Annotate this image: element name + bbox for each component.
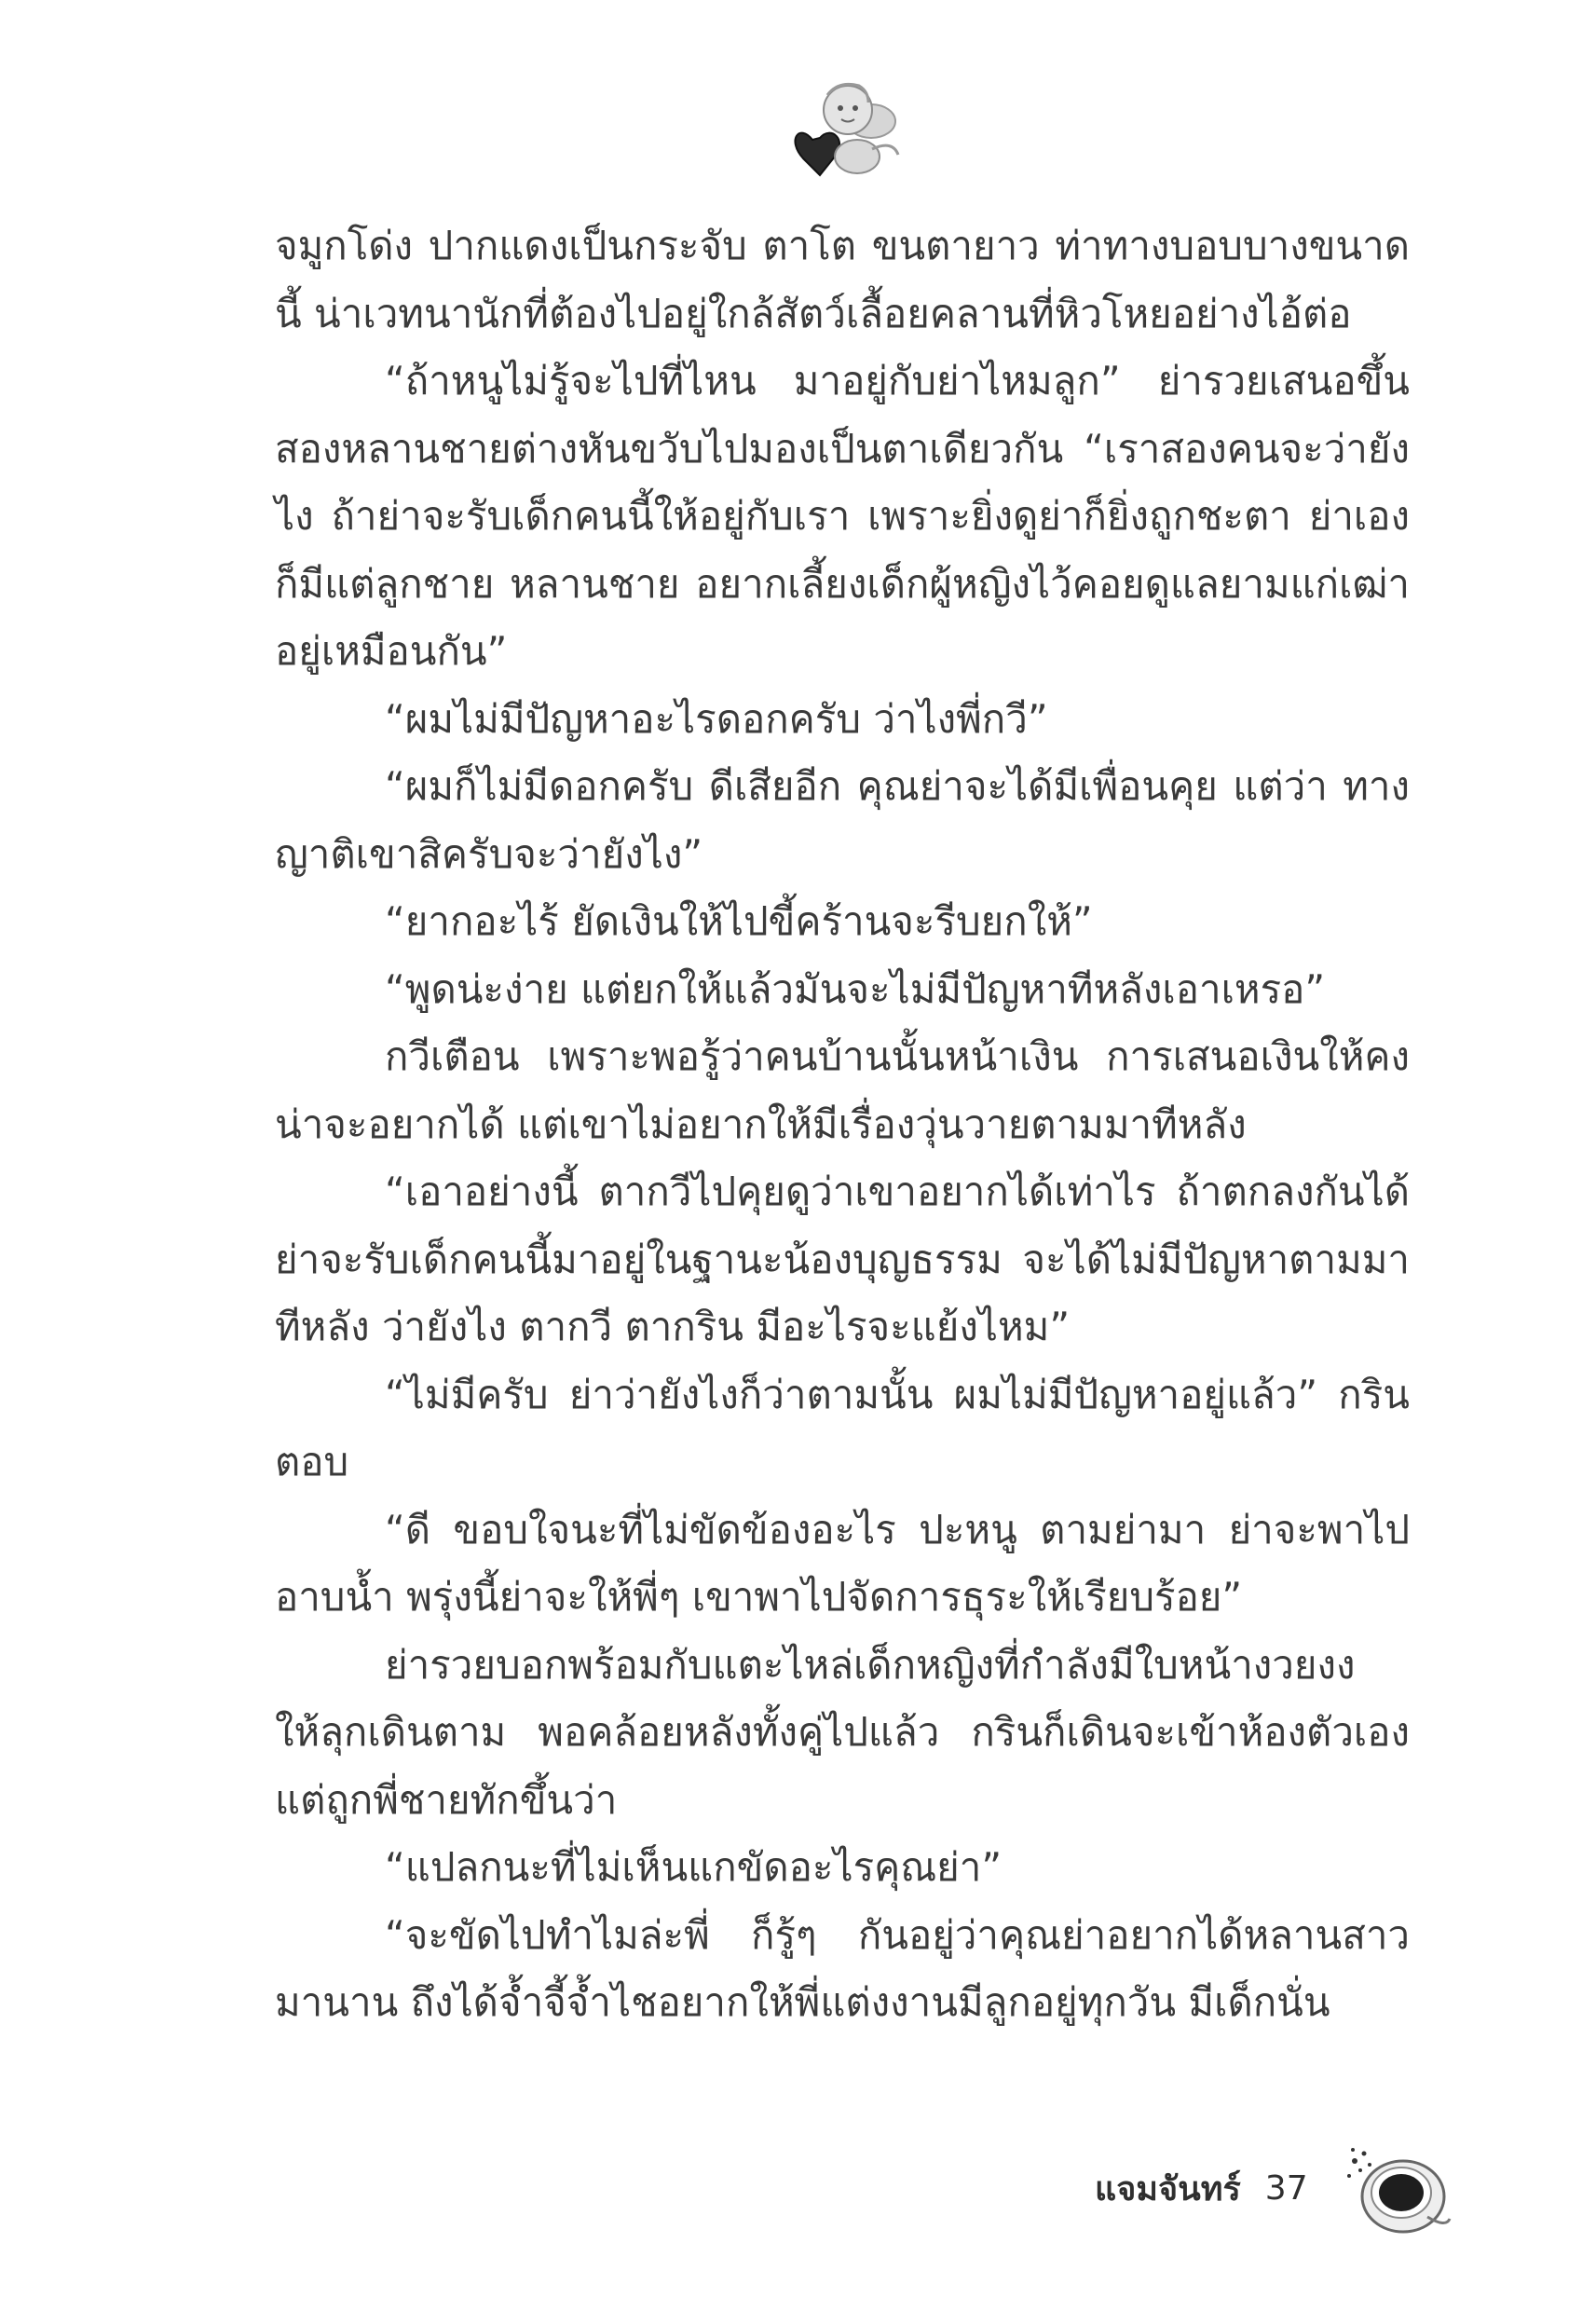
- page-footer: [1095, 2160, 1308, 2216]
- paragraph: ย่ารวยบอกพร้อมกับแตะไหล่เด็กหญิงที่กำลังมีใบหน้างวยงง ให้ลุกเดินตาม พอคล้อยหลังทั้งคู่ไปแล้ว กรินก็เดินจะเข้าห้องตัวเอง แต่ถูกพี่ชายทักขึ้นว่า: [275, 1641, 1410, 1823]
- coffee-cup-icon: [1342, 2139, 1453, 2241]
- paragraph: จมูกโด่ง ปากแดงเป็นกระจับ ตาโต ขนตายาว ท่าทางบอบบางขนาดนี้ น่าเวทนานักที่ต้องไปอยู่ใกล้สัตว์เลื้อยคลานที่หิวโหยอย่างไอ้ต่อ: [275, 223, 1410, 336]
- paragraph: “ผมก็ไม่มีดอกครับ ดีเสียอีก คุณย่าจะได้มีเพื่อนคุย แต่ว่า ทางญาติเขาสิครับจะว่ายังไง”: [275, 763, 1410, 877]
- paragraph: “เอาอย่างนี้ ตากวีไปคุยดูว่าเขาอยากได้เท่าไร ถ้าตกลงกันได้ ย่าจะรับเด็กคนนี้มาอยู่ในฐานะน้องบุญธรรม จะได้ไม่มีปัญหาตามมา ทีหลัง ว่ายังไง ตากวี ตากริน มีอะไรจะแย้งไหม”: [275, 1169, 1410, 1349]
- paragraph: “ถ้าหนูไม่รู้จะไปที่ไหน มาอยู่กับย่าไหมลูก” ย่ารวยเสนอขึ้น สองหลานชายต่างหันขวับไปมองเป็นตาเดียวกัน “เราสองคนจะว่ายังไง ถ้าย่าจะรับเด็กคนนี้ให้อยู่กับเรา เพราะยิ่งดูย่าก็ยิ่งถูกชะตา ย่าเอง ก็มีแต่ลูกชาย หลานชาย อยากเลี้ยงเด็กผู้หญิงไว้คอยดูแลยามแก่เฒ่า อยู่เหมือนกัน”: [275, 358, 1410, 674]
- paragraph: “ผมไม่มีปัญหาอะไรดอกครับ ว่าไงพี่กวี”: [385, 695, 1048, 742]
- cherub-heart-icon: [783, 75, 904, 182]
- body-text: [275, 212, 1410, 2037]
- paragraph: กวีเตือน เพราะพอรู้ว่าคนบ้านนั้นหน้าเงิน การเสนอเงินให้คง น่าจะอยากได้ แต่เขาไม่อยากให้มีเรื่องวุ่นวายตามมาทีหลัง: [275, 1033, 1410, 1147]
- book-title: แจมจันทร์: [1095, 2169, 1241, 2208]
- paragraph: “แปลกนะที่ไม่เห็นแกขัดอะไรคุณย่า”: [385, 1844, 1003, 1890]
- page-number: 37: [1264, 2168, 1308, 2208]
- paragraph: “พูดน่ะง่าย แต่ยกให้แล้วมันจะไม่มีปัญหาทีหลังเอาเหรอ”: [385, 965, 1326, 1012]
- paragraph: “ดี ขอบใจนะที่ไม่ขัดข้องอะไร ปะหนู ตามย่ามา ย่าจะพาไป อาบน้ำ พรุ่งนี้ย่าจะให้พี่ๆ เขาพาไปจัดการธุระให้เรียบร้อย”: [275, 1506, 1410, 1620]
- paragraph: “ยากอะไร้ ยัดเงินให้ไปขี้คร้านจะรีบยกให้”: [385, 898, 1093, 944]
- paragraph: “จะขัดไปทำไมล่ะพี่ ก็รู้ๆ กันอยู่ว่าคุณย่าอยากได้หลานสาว มานาน ถึงได้จ้ำจี้จ้ำไชอยากให้พี่แต่งงานมีลูกอยู่ทุกวัน มีเด็กนั่น: [275, 1911, 1410, 2025]
- paragraph: “ไม่มีครับ ย่าว่ายังไงก็ว่าตามนั้น ผมไม่มีปัญหาอยู่แล้ว” กรินตอบ: [275, 1371, 1410, 1484]
